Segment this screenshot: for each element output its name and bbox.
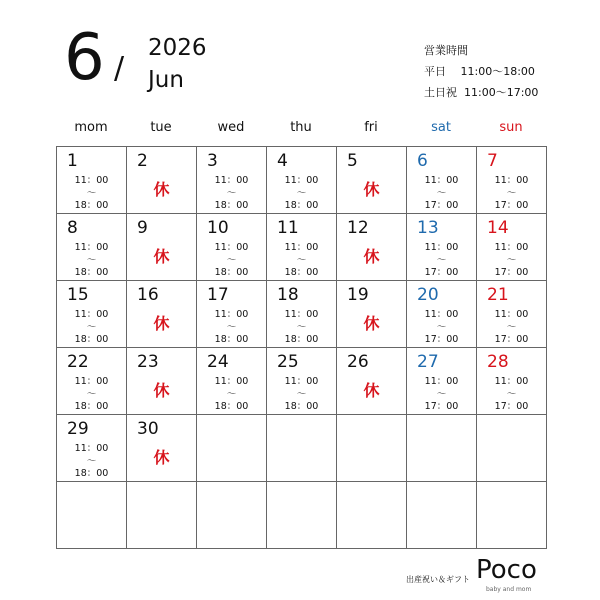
empty-cell xyxy=(267,482,337,549)
empty-cell xyxy=(57,482,127,549)
empty-cell xyxy=(337,415,407,482)
empty-cell xyxy=(197,482,267,549)
day-hours: 11：00 ～ 18：00 xyxy=(214,309,249,345)
day-number: 2 xyxy=(137,151,148,171)
day-cell xyxy=(197,214,267,281)
weekday-label: sat xyxy=(431,120,451,135)
closed-mark: 休 xyxy=(153,247,170,266)
day-number: 19 xyxy=(347,285,369,305)
day-number: 14 xyxy=(487,218,509,238)
day-cell xyxy=(337,147,407,214)
day-number: 8 xyxy=(67,218,78,238)
day-cell xyxy=(407,348,477,415)
day-hours: 11：00 ～ 18：00 xyxy=(214,175,249,211)
day-cell xyxy=(57,281,127,348)
day-cell xyxy=(477,147,547,214)
weekday-label: fri xyxy=(364,120,378,135)
closed-mark: 休 xyxy=(363,180,380,199)
day-number: 10 xyxy=(207,218,229,238)
hours-weekend: 土日祝 11:00～17:00 xyxy=(424,86,539,99)
day-number: 9 xyxy=(137,218,148,238)
empty-cell xyxy=(267,415,337,482)
closed-mark: 休 xyxy=(153,448,170,467)
month-name: Jun xyxy=(148,67,184,93)
day-number: 20 xyxy=(417,285,439,305)
day-number: 5 xyxy=(347,151,358,171)
day-cell xyxy=(407,214,477,281)
day-number: 11 xyxy=(277,218,299,238)
day-cell xyxy=(127,415,197,482)
day-number: 18 xyxy=(277,285,299,305)
day-cell xyxy=(477,348,547,415)
day-hours: 11：00 ～ 17：00 xyxy=(424,376,459,412)
day-cell xyxy=(57,415,127,482)
day-hours: 11：00 ～ 17：00 xyxy=(424,309,459,345)
weekday-label: mom xyxy=(74,120,108,135)
day-cell xyxy=(127,147,197,214)
closed-mark: 休 xyxy=(363,381,380,400)
day-cell xyxy=(127,281,197,348)
hours-weekday: 平日 11:00～18:00 xyxy=(424,65,535,78)
day-hours: 11：00 ～ 18：00 xyxy=(214,376,249,412)
day-number: 28 xyxy=(487,352,509,372)
day-hours: 11：00 ～ 18：00 xyxy=(284,376,319,412)
empty-cell xyxy=(337,482,407,549)
empty-cell xyxy=(477,482,547,549)
weekday-label: sun xyxy=(499,120,523,135)
day-hours: 11：00 ～ 18：00 xyxy=(74,443,109,479)
day-hours: 11：00 ～ 17：00 xyxy=(494,175,529,211)
day-hours: 11：00 ～ 18：00 xyxy=(284,175,319,211)
hours-title: 営業時間 xyxy=(424,44,468,57)
weekday-label: thu xyxy=(290,120,312,135)
day-cell xyxy=(337,348,407,415)
day-hours: 11：00 ～ 17：00 xyxy=(494,242,529,278)
day-cell xyxy=(267,281,337,348)
day-number: 21 xyxy=(487,285,509,305)
day-number: 23 xyxy=(137,352,159,372)
day-cell xyxy=(267,348,337,415)
day-hours: 11：00 ～ 18：00 xyxy=(74,175,109,211)
day-number: 30 xyxy=(137,419,159,439)
day-hours: 11：00 ～ 18：00 xyxy=(284,242,319,278)
day-cell xyxy=(57,214,127,281)
day-number: 1 xyxy=(67,151,78,171)
day-hours: 11：00 ～ 17：00 xyxy=(424,242,459,278)
business-hours xyxy=(424,40,538,103)
day-cell xyxy=(197,348,267,415)
empty-cell xyxy=(407,415,477,482)
day-number: 24 xyxy=(207,352,229,372)
closed-mark: 休 xyxy=(363,314,380,333)
day-number: 15 xyxy=(67,285,89,305)
day-number: 27 xyxy=(417,352,439,372)
closed-mark: 休 xyxy=(153,314,170,333)
day-cell xyxy=(337,281,407,348)
calendar-grid xyxy=(56,146,547,549)
slash: / xyxy=(114,51,125,86)
day-hours: 11：00 ～ 17：00 xyxy=(494,309,529,345)
day-cell xyxy=(197,281,267,348)
day-cell xyxy=(477,281,547,348)
day-hours: 11：00 ～ 18：00 xyxy=(74,242,109,278)
tagline: 出産祝い＆ギフト xyxy=(406,575,470,584)
day-cell xyxy=(267,147,337,214)
day-number: 4 xyxy=(277,151,288,171)
day-cell xyxy=(337,214,407,281)
day-cell xyxy=(127,214,197,281)
day-cell xyxy=(407,281,477,348)
day-number: 7 xyxy=(487,151,498,171)
weekday-label: tue xyxy=(150,120,172,135)
day-cell xyxy=(267,214,337,281)
empty-cell xyxy=(197,415,267,482)
closed-mark: 休 xyxy=(363,247,380,266)
day-hours: 11：00 ～ 17：00 xyxy=(494,376,529,412)
day-hours: 11：00 ～ 17：00 xyxy=(424,175,459,211)
day-cell xyxy=(477,214,547,281)
logo-subtitle: baby and mom xyxy=(486,586,532,593)
weekday-label: wed xyxy=(217,120,245,135)
day-hours: 11：00 ～ 18：00 xyxy=(284,309,319,345)
logo: Poco xyxy=(476,555,537,585)
year: 2026 xyxy=(148,35,207,61)
day-number: 16 xyxy=(137,285,159,305)
day-number: 13 xyxy=(417,218,439,238)
empty-cell xyxy=(407,482,477,549)
closed-mark: 休 xyxy=(153,381,170,400)
day-number: 22 xyxy=(67,352,89,372)
day-cell xyxy=(407,147,477,214)
day-number: 12 xyxy=(347,218,369,238)
day-cell xyxy=(57,348,127,415)
day-number: 3 xyxy=(207,151,218,171)
day-number: 25 xyxy=(277,352,299,372)
empty-cell xyxy=(477,415,547,482)
day-number: 26 xyxy=(347,352,369,372)
day-hours: 11：00 ～ 18：00 xyxy=(214,242,249,278)
day-cell xyxy=(197,147,267,214)
day-number: 29 xyxy=(67,419,89,439)
day-cell xyxy=(57,147,127,214)
closed-mark: 休 xyxy=(153,180,170,199)
day-hours: 11：00 ～ 18：00 xyxy=(74,309,109,345)
day-number: 6 xyxy=(417,151,428,171)
month-number: 6 xyxy=(64,21,105,95)
day-cell xyxy=(127,348,197,415)
empty-cell xyxy=(127,482,197,549)
day-number: 17 xyxy=(207,285,229,305)
day-hours: 11：00 ～ 18：00 xyxy=(74,376,109,412)
